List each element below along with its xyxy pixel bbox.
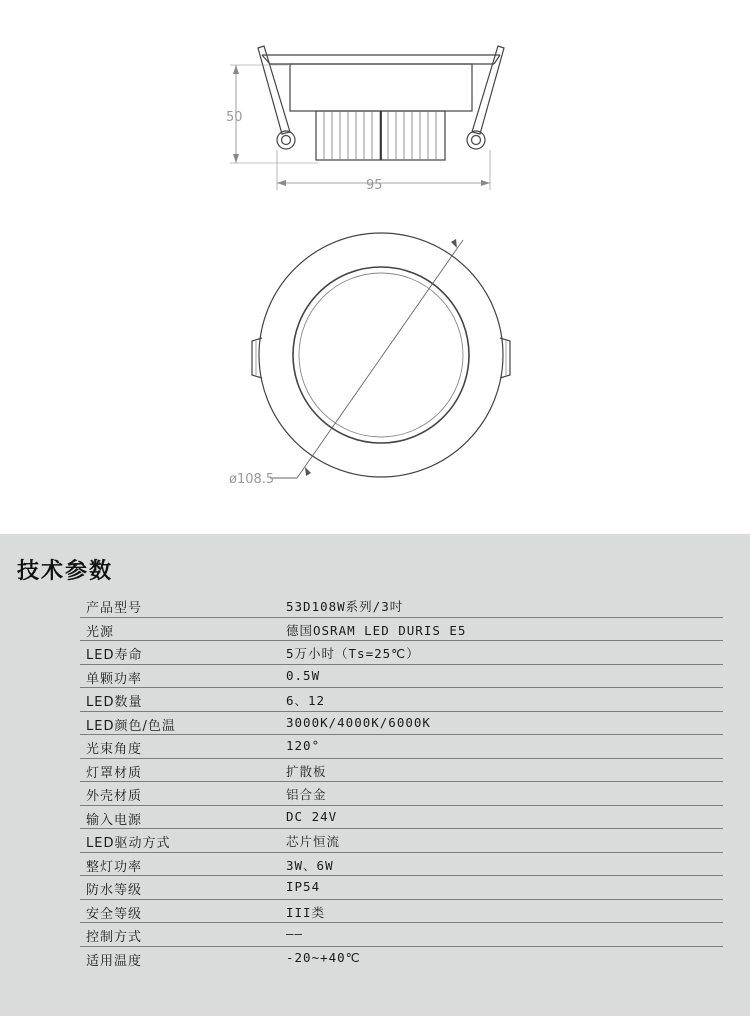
spec-row: [80, 594, 723, 618]
spec-value: 扩散板: [286, 763, 327, 779]
dim-width-label: 95: [366, 178, 383, 193]
dim-height-label: 50: [226, 110, 243, 125]
spec-label: 单颗功率: [86, 671, 143, 687]
spec-table: [80, 594, 723, 970]
spec-label: LED寿命: [86, 648, 143, 663]
spec-row: [80, 900, 723, 924]
dim-diameter-label: ø108.5: [229, 472, 275, 487]
spec-label: 控制方式: [86, 930, 143, 945]
spec-label: 整灯功率: [86, 859, 143, 875]
spec-row: [80, 665, 723, 689]
spec-row: [80, 782, 723, 806]
spec-value: IP54: [286, 879, 321, 894]
spec-label: 灯罩材质: [86, 765, 143, 781]
spec-row: [80, 806, 723, 830]
spec-value: 53D108W系列/3吋: [286, 599, 404, 614]
spec-row: [80, 947, 723, 971]
spec-value: 铝合金: [286, 787, 327, 802]
spec-section: [0, 534, 750, 1016]
spec-value: 120°: [286, 738, 321, 753]
spec-row: [80, 923, 723, 947]
spec-value: 6、12: [286, 693, 326, 708]
spec-value: ——: [286, 926, 304, 941]
heatsink-fins: [324, 111, 436, 160]
spec-label: 光束角度: [86, 742, 143, 757]
spec-row: [80, 641, 723, 665]
spec-label: 适用温度: [86, 953, 143, 969]
spec-label: 光源: [86, 624, 115, 640]
spec-row: [80, 876, 723, 900]
right-spring-clip: [472, 46, 504, 134]
spec-label: 安全等级: [86, 906, 143, 922]
spec-value: 芯片恒流: [286, 834, 341, 849]
spec-value: 德国OSRAM LED DURIS E5: [286, 622, 467, 638]
spec-label: 输入电源: [86, 812, 143, 828]
spec-label: LED颜色/色温: [86, 718, 176, 734]
spec-row: [80, 712, 723, 736]
spec-label: 防水等级: [86, 883, 143, 898]
front-view: [252, 233, 510, 478]
spec-value: 0.5W: [286, 667, 321, 683]
spec-value: 3000K/4000K/6000K: [286, 714, 431, 730]
spec-value: 3W、6W: [286, 857, 334, 873]
spec-label: 产品型号: [86, 601, 143, 616]
left-spring-clip: [258, 46, 290, 134]
spec-value: DC 24V: [286, 808, 338, 824]
spec-value: -20~+40℃: [286, 949, 361, 965]
spec-label: LED数量: [86, 695, 143, 710]
spec-value: 5万小时（Ts=25℃）: [286, 646, 420, 661]
spec-row: [80, 735, 723, 759]
spec-label: LED驱动方式: [86, 836, 171, 851]
side-view: [230, 46, 504, 190]
spec-row: [80, 688, 723, 712]
spec-row: [80, 853, 723, 877]
spec-heading: 技术参数: [17, 559, 114, 584]
spec-label: 外壳材质: [86, 789, 143, 804]
spec-row: [80, 618, 723, 642]
spec-value: III类: [286, 904, 326, 920]
spec-row: [80, 829, 723, 853]
spec-row: [80, 759, 723, 783]
